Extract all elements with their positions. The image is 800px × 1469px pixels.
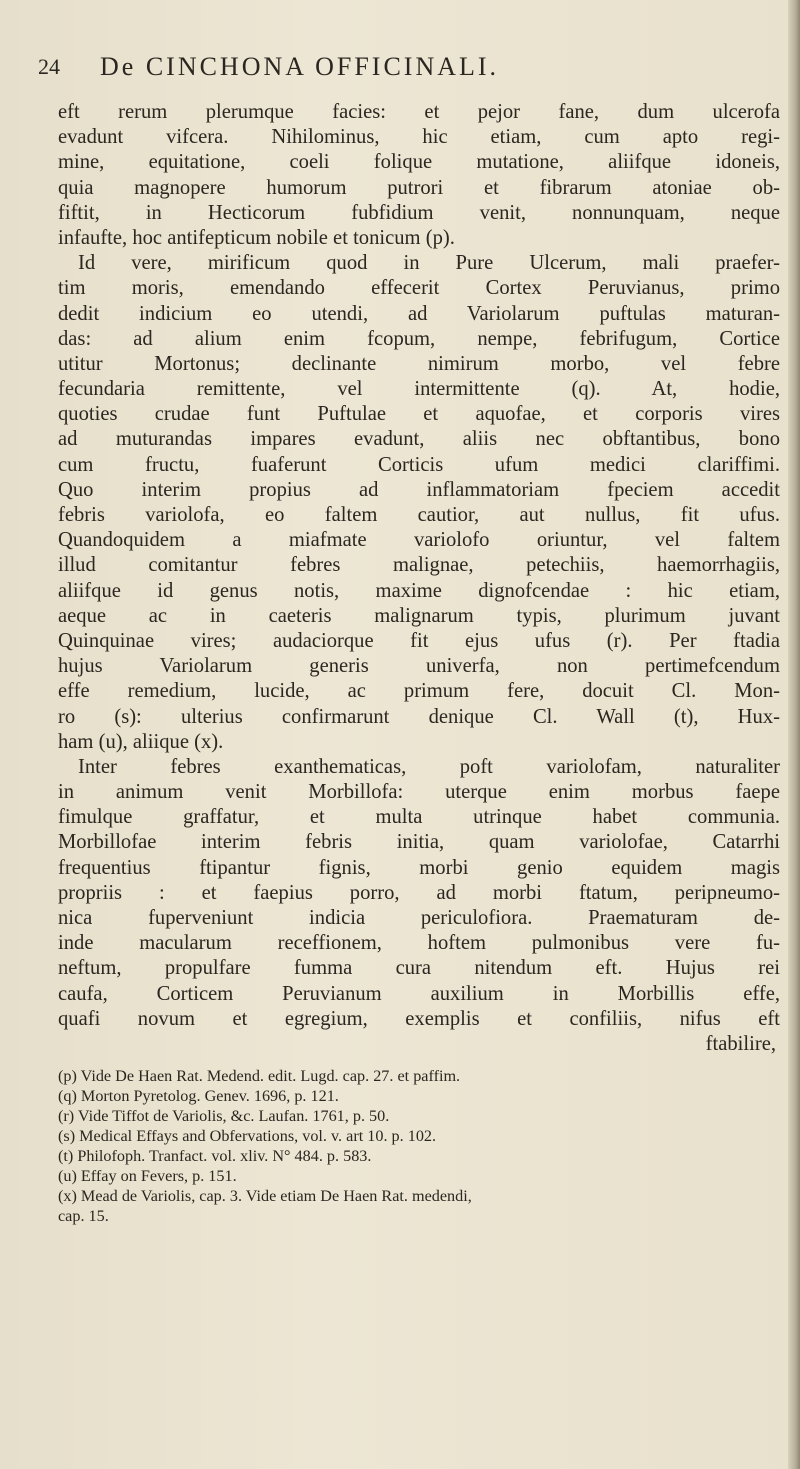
body-line: hujus Variolarum generis univerfa, non pertimefcendum: [58, 655, 780, 678]
footnote: (t) Philofoph. Tranfact. vol. xliv. N° 484. p. 583.: [58, 1147, 372, 1165]
body-line: quia magnopere humorum putrori et fibrarum atoniae ob-: [58, 176, 780, 199]
body-line: effe remedium, lucide, ac primum fere, docuit Cl. Mon-: [58, 680, 780, 703]
body-line: fecundaria remittente, vel intermittente (q). At, hodie,: [58, 378, 780, 401]
body-line: febris variolofa, eo faltem cautior, aut nullus, fit ufus.: [58, 504, 780, 526]
footnote: (s) Medical Effays and Obfervations, vol. v. art 10. p. 102.: [58, 1127, 437, 1145]
body-line: Quo interim propius ad inflammatoriam fpeciem accedit: [58, 478, 780, 501]
body-line: infaufte, hoc antifepticum nobile et tonicum (p).: [58, 226, 455, 249]
body-text: [58, 100, 780, 1057]
body-line: ro (s): ulterius confirmarunt denique Cl. Wall (t), Hux-: [58, 705, 780, 728]
footnotes: [58, 1066, 780, 1226]
body-line: inde macularum receffionem, hoftem pulmonibus vere fu-: [58, 932, 780, 955]
body-line: aeque ac in caeteris malignarum typis, plurimum juvant: [58, 604, 780, 627]
body-line: ad muturandas impares evadunt, aliis nec obftantibus, bono: [58, 428, 780, 451]
footnote: cap. 15.: [58, 1207, 109, 1225]
page-edge: [788, 0, 800, 1469]
footnote: (u) Effay on Fevers, p. 151.: [58, 1167, 237, 1185]
body-line: fimulque graffatur, et multa utrinque habet communia.: [58, 806, 780, 829]
body-line: frequentius ftipantur fignis, morbi genio equidem magis: [58, 856, 780, 879]
page-number: 24: [38, 54, 60, 79]
body-line: eft rerum plerumque facies: et pejor fane, dum ulcerofa: [58, 101, 780, 123]
body-line: Inter febres exanthematicas, poft variolofam, naturaliter: [78, 755, 780, 778]
body-line: nica fuperveniunt indicia periculofiora. Praematuram de-: [58, 907, 780, 929]
page-header: [32, 52, 762, 86]
body-line: fiftit, in Hecticorum fubfidium venit, nonnunquam, neque: [58, 201, 780, 224]
body-line: propriis : et faepius porro, ad morbi ftatum, peripneumo-: [58, 881, 780, 904]
body-line: das: ad alium enim fcopum, nempe, febrifugum, Cortice: [58, 327, 780, 350]
body-line: Quinquinae vires; audaciorque fit ejus ufus (r). Per ftadia: [58, 629, 780, 652]
footnote: (x) Mead de Variolis, cap. 3. Vide etiam De Haen Rat. medendi,: [58, 1187, 472, 1205]
body-line: tim moris, emendando effecerit Cortex Peruvianus, primo: [58, 277, 780, 300]
body-line: mine, equitatione, coeli folique mutatione, aliifque idoneis,: [58, 151, 780, 174]
body-line: in animum venit Morbillofa: uterque enim morbus faepe: [58, 781, 780, 804]
body-line: ham (u), aliique (x).: [58, 730, 224, 753]
running-title: De CINCHONA OFFICINALI.: [100, 52, 500, 81]
body-line: utitur Mortonus; declinante nimirum morbo, vel febre: [58, 352, 780, 375]
body-line: cum fructu, fuaferunt Corticis ufum medici clariffimi.: [58, 453, 780, 476]
body-line: caufa, Corticem Peruvianum auxilium in Morbillis effe,: [58, 982, 780, 1005]
footnote: (p) Vide De Haen Rat. Medend. edit. Lugd. cap. 27. et paffim.: [58, 1067, 461, 1085]
body-line: Id vere, mirificum quod in Pure Ulcerum, mali praefer-: [78, 252, 780, 275]
body-line: dedit indicium eo utendi, ad Variolarum puftulas maturan-: [58, 302, 780, 325]
body-line: illud comitantur febres malignae, petechiis, haemorrhagiis,: [58, 554, 780, 577]
body-line: quafi novum et egregium, exemplis et confiliis, nifus eft: [58, 1007, 780, 1030]
body-line: aliifque id genus notis, maxime dignofcendae : hic etiam,: [58, 579, 780, 602]
body-line: Quandoquidem a miafmate variolofo oriuntur, vel faltem: [58, 529, 780, 552]
catchword: ftabilire,: [705, 1032, 776, 1055]
footnote: (q) Morton Pyretolog. Genev. 1696, p. 121.: [58, 1087, 339, 1105]
body-line: Morbillofae interim febris initia, quam variolofae, Catarrhi: [58, 831, 780, 854]
body-line: neftum, propulfare fumma cura nitendum eft. Hujus rei: [58, 957, 780, 980]
body-line: evadunt vifcera. Nihilominus, hic etiam, cum apto regi-: [58, 126, 780, 149]
body-line: quoties crudae funt Puftulae et aquofae, et corporis vires: [58, 403, 780, 426]
footnote: (r) Vide Tiffot de Variolis, &c. Laufan. 1761, p. 50.: [58, 1107, 390, 1125]
